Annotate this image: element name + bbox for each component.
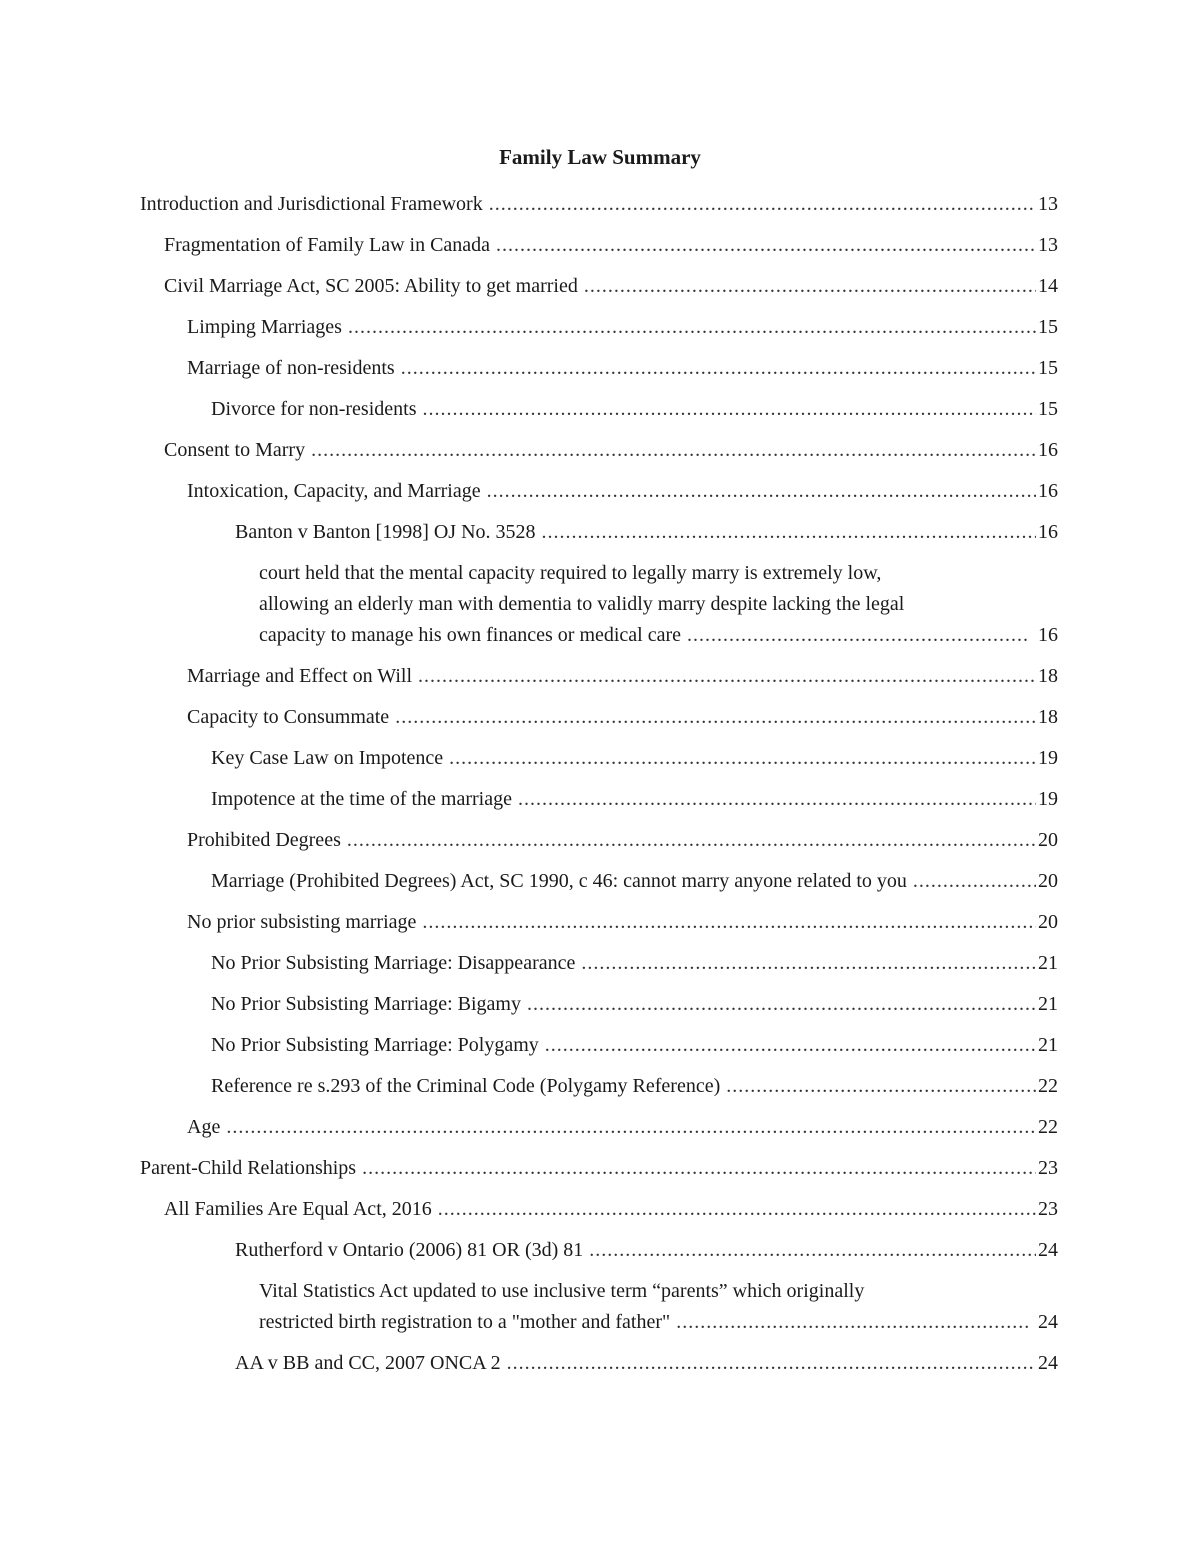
toc-entry-text: All Families Are Equal Act, 2016 ..... bbox=[164, 1194, 1058, 1225]
toc-entry-text: Marriage (Prohibited Degrees) Act, SC 1990, c 46: cannot marry anyone related to you ..... bbox=[211, 866, 1058, 897]
toc-entry-text bbox=[259, 1276, 1058, 1338]
toc-page-number: 21 bbox=[1036, 989, 1058, 1020]
toc-entry[interactable] bbox=[140, 1112, 1058, 1143]
toc-entry-text: Age ..... bbox=[187, 1112, 1058, 1143]
toc-entry-line: court held that the mental capacity required to legally marry is extremely low, bbox=[259, 562, 882, 584]
toc-entry-line bbox=[259, 1307, 1028, 1338]
toc-entry[interactable] bbox=[140, 1071, 1058, 1102]
toc-entry[interactable] bbox=[140, 866, 1058, 897]
toc-entry-text: Civil Marriage Act, SC 2005: Ability to get married ..... bbox=[164, 271, 1058, 302]
toc-entry-text: Capacity to Consummate ..... bbox=[187, 702, 1058, 733]
toc-entry-text: Fragmentation of Family Law in Canada ..... bbox=[164, 230, 1058, 261]
toc-entry-line-text: capacity to manage his own finances or medical care ..... bbox=[259, 624, 1028, 646]
toc-page-number: 19 bbox=[1036, 784, 1058, 815]
toc-entry[interactable] bbox=[140, 394, 1058, 425]
toc-page-number: 24 bbox=[1036, 1307, 1058, 1338]
toc-page-number: 16 bbox=[1036, 435, 1058, 466]
toc-entry[interactable] bbox=[140, 1348, 1058, 1379]
toc-entry[interactable] bbox=[140, 271, 1058, 302]
toc-entry-text: Prohibited Degrees ..... bbox=[187, 825, 1058, 856]
toc-entry-text: Parent-Child Relationships ..... bbox=[140, 1153, 1058, 1184]
toc-page-number: 22 bbox=[1036, 1071, 1058, 1102]
toc-page-number: 16 bbox=[1036, 476, 1058, 507]
toc-entry-text: Limping Marriages ..... bbox=[187, 312, 1058, 343]
toc-entry-line: allowing an elderly man with dementia to validly marry despite lacking the legal bbox=[259, 593, 905, 615]
toc-entry[interactable] bbox=[140, 476, 1058, 507]
toc-page-number: 14 bbox=[1036, 271, 1058, 302]
toc-page-number: 20 bbox=[1036, 866, 1058, 897]
toc-page-number: 20 bbox=[1036, 825, 1058, 856]
toc-entry-text: Marriage and Effect on Will ..... bbox=[187, 661, 1058, 692]
toc-entry-text: No Prior Subsisting Marriage: Bigamy ..... bbox=[211, 989, 1058, 1020]
toc-entry-text: Divorce for non-residents ..... bbox=[211, 394, 1058, 425]
toc-entry-text: Marriage of non-residents ..... bbox=[187, 353, 1058, 384]
toc-page-number: 16 bbox=[1036, 620, 1058, 651]
toc-entry[interactable] bbox=[140, 702, 1058, 733]
toc-entry-line bbox=[259, 620, 1028, 651]
document-title: Family Law Summary bbox=[499, 145, 701, 169]
toc-entry-text: Impotence at the time of the marriage ..... bbox=[211, 784, 1058, 815]
toc-entry-text: Intoxication, Capacity, and Marriage ..... bbox=[187, 476, 1058, 507]
toc-entry-text: Introduction and Jurisdictional Framework ..... bbox=[140, 189, 1058, 220]
toc-entry[interactable] bbox=[140, 1030, 1058, 1061]
toc-entry-text: Consent to Marry ..... bbox=[164, 435, 1058, 466]
toc-entry[interactable] bbox=[140, 989, 1058, 1020]
toc-page-number: 23 bbox=[1036, 1194, 1058, 1225]
toc-page-number: 24 bbox=[1036, 1235, 1058, 1266]
toc-entry[interactable] bbox=[140, 948, 1058, 979]
toc-entry-text: No Prior Subsisting Marriage: Disappearance ..... bbox=[211, 948, 1058, 979]
toc-page-number: 15 bbox=[1036, 394, 1058, 425]
toc-entry-text: Banton v Banton [1998] OJ No. 3528 ..... bbox=[235, 517, 1058, 548]
toc-entry[interactable] bbox=[140, 435, 1058, 466]
toc-entry-text bbox=[259, 558, 1058, 651]
toc-entry[interactable] bbox=[140, 1194, 1058, 1225]
toc-entry[interactable] bbox=[140, 230, 1058, 261]
toc-entry[interactable] bbox=[140, 661, 1058, 692]
toc-entry[interactable] bbox=[140, 558, 1058, 651]
toc-page-number: 19 bbox=[1036, 743, 1058, 774]
toc-page-number: 13 bbox=[1036, 189, 1058, 220]
toc-entry-line: Vital Statistics Act updated to use inclusive term “parents” which originally bbox=[259, 1280, 865, 1302]
toc-entry[interactable] bbox=[140, 825, 1058, 856]
toc-entry[interactable] bbox=[140, 1153, 1058, 1184]
toc-page-number: 21 bbox=[1036, 948, 1058, 979]
toc-page-number: 18 bbox=[1036, 661, 1058, 692]
toc-page-number: 21 bbox=[1036, 1030, 1058, 1061]
toc-entry-text: Reference re s.293 of the Criminal Code (Polygamy Reference) ..... bbox=[211, 1071, 1058, 1102]
toc-page-number: 22 bbox=[1036, 1112, 1058, 1143]
toc-page-number: 20 bbox=[1036, 907, 1058, 938]
toc-page-number: 15 bbox=[1036, 353, 1058, 384]
toc-entry[interactable] bbox=[140, 907, 1058, 938]
toc-entry-text: AA v BB and CC, 2007 ONCA 2 ..... bbox=[235, 1348, 1058, 1379]
toc-entry[interactable] bbox=[140, 1235, 1058, 1266]
toc-entry[interactable] bbox=[140, 312, 1058, 343]
toc-page-number: 18 bbox=[1036, 702, 1058, 733]
toc-entry-text: No prior subsisting marriage ..... bbox=[187, 907, 1058, 938]
toc-page-number: 13 bbox=[1036, 230, 1058, 261]
toc-entry-text: Key Case Law on Impotence ..... bbox=[211, 743, 1058, 774]
toc-page-number: 15 bbox=[1036, 312, 1058, 343]
toc-entry-text: No Prior Subsisting Marriage: Polygamy ..... bbox=[211, 1030, 1058, 1061]
toc-entry[interactable] bbox=[140, 517, 1058, 548]
toc-entry[interactable] bbox=[140, 353, 1058, 384]
toc-page-number: 23 bbox=[1036, 1153, 1058, 1184]
toc-entry[interactable] bbox=[140, 743, 1058, 774]
toc-page-number: 16 bbox=[1036, 517, 1058, 548]
toc-entry[interactable] bbox=[140, 1276, 1058, 1338]
table-of-contents bbox=[140, 189, 1058, 1389]
toc-entry[interactable] bbox=[140, 784, 1058, 815]
toc-page-number: 24 bbox=[1036, 1348, 1058, 1379]
toc-entry[interactable] bbox=[140, 189, 1058, 220]
toc-entry-line-text: restricted birth registration to a "mother and father" ..... bbox=[259, 1311, 1028, 1333]
toc-entry-text: Rutherford v Ontario (2006) 81 OR (3d) 81 ..... bbox=[235, 1235, 1058, 1266]
